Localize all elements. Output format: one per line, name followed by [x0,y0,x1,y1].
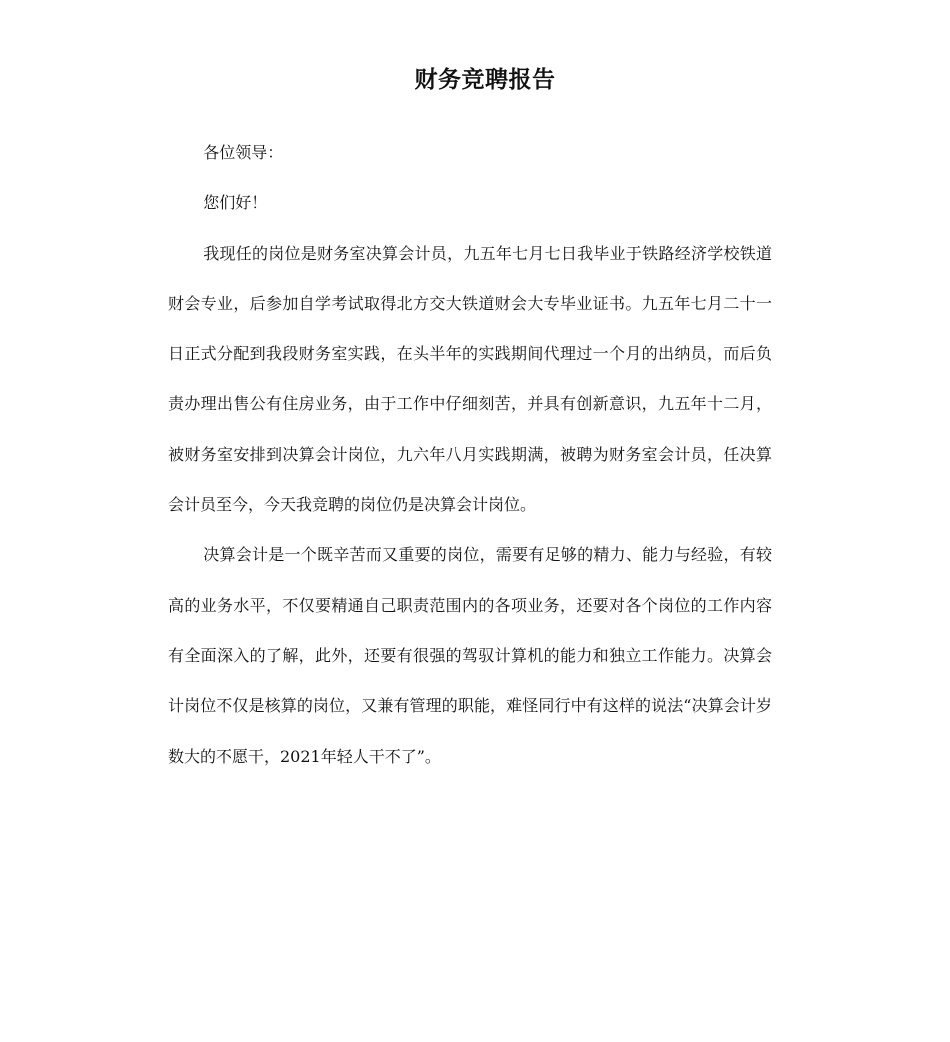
salutation-line: 您们好！ [203,193,268,213]
document-body [168,128,772,782]
document-title: 财务竞聘报告 [414,67,556,93]
body-paragraph-2: 决算会计是一个既辛苦而又重要的岗位，需要有足够的精力、能力与经验，有较高的业务水平，不仅要精通自己职责范围内的各项业务，还要对各个岗位的工作内容有全面深入的了解，此外，还要有很强的驾驭计算机的能力和独立工作能力。决算会计岗位不仅是核算的岗位，又兼有管理的职能，难怪同行中有这样的说法“决算会计岁数大的不愿干，2021年轻人干不了”。 [168,545,772,766]
greeting-line: 各位领导： [203,143,284,162]
body-paragraph-1: 我现任的岗位是财务室决算会计员，九五年七月七日我毕业于铁路经济学校铁道财会专业，后参加自学考试取得北方交大铁道财会大专毕业证书。九五年七月二十一日正式分配到我段财务室实践，在头半年的实践期间代理过一个月的出纳员，而后负责办理出售公有住房业务，由于工作中仔细刻苦，并具有创新意识，九五年十二月，被财务室安排到决算会计岗位，九六年八月实践期满，被聘为财务室会计员，任决算会计员至今，今天我竞聘的岗位仍是决算会计岗位。 [168,243,772,515]
